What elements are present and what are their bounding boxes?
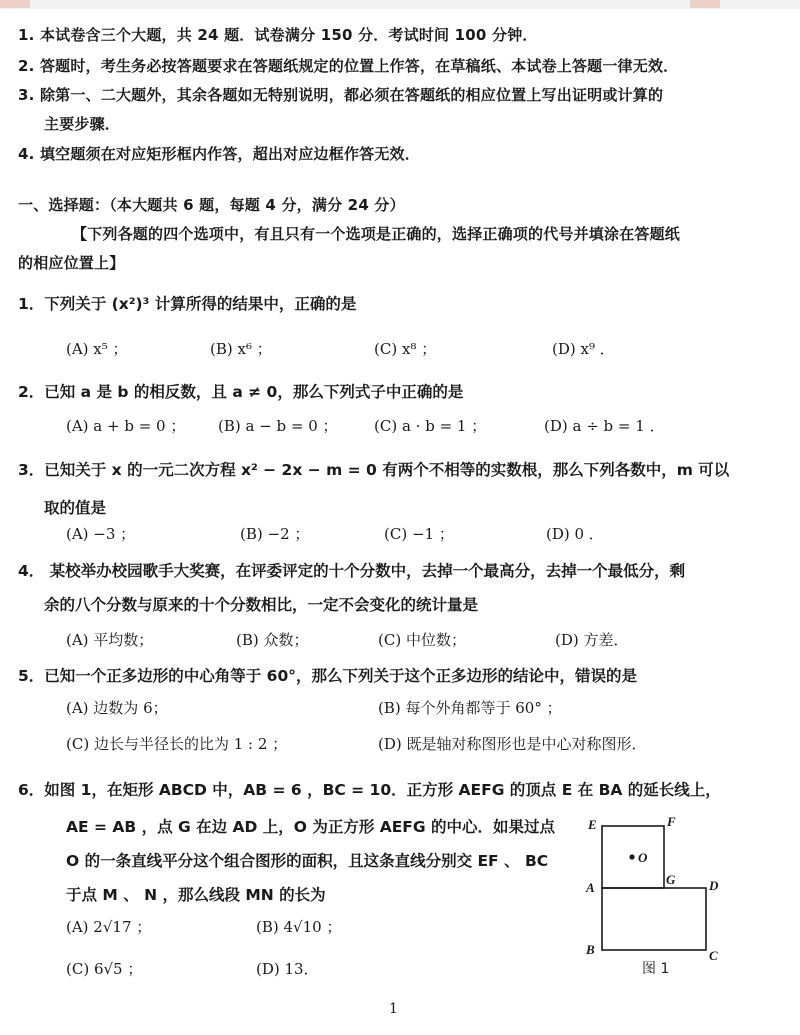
section-title: 一、选择题：（本大题共 6 题，每题 4 分，满分 24 分） (18, 196, 405, 214)
section-instruction-continued: 的相应位置上】 (18, 254, 125, 272)
label-e: E (588, 817, 597, 832)
question-5-stem: 5．已知一个正多边形的中心角等于 60°，那么下列关于这个正多边形的结论中，错误的是 (18, 667, 638, 685)
page-number: 1 (389, 1001, 398, 1017)
question-3-option-b: (B) −2 ； (240, 525, 310, 543)
label-g: G (666, 872, 676, 887)
note-2: 2. 答题时，考生务必按答题要求在答题纸规定的位置上作答，在草稿纸、本试卷上答题一律无效． (18, 57, 679, 75)
label-c: C (709, 948, 718, 963)
question-3-option-d: (D) 0 ． (546, 525, 604, 543)
note-3-continued: 主要步骤． (44, 115, 121, 133)
question-6-option-c: (C) 6√5 ； (66, 960, 143, 978)
label-d: D (709, 878, 719, 893)
question-1-option-d: (D) x⁹ ． (552, 340, 615, 358)
question-2-option-b: (B) a − b = 0 ； (218, 417, 338, 435)
label-a: A (586, 880, 595, 895)
question-2-option-c: (C) a · b = 1 ； (374, 417, 487, 435)
question-3-option-c: (C) −1 ； (384, 525, 454, 543)
note-3: 3. 除第一、二大题外，其余各题如无特别说明，都必须在答题纸的相应位置上写出证明或计算的 (18, 86, 664, 104)
question-5-option-c: (C) 边长与半径长的比为 1 : 2 ； (66, 735, 288, 753)
question-6-stem-line-3: O 的一条直线平分这个组合图形的面积，且这条直线分别交 EF 、 BC (66, 852, 549, 870)
question-4-stem-continued: 余的八个分数与原来的十个分数相比，一定不会变化的统计量是 (44, 596, 479, 614)
figure-1-geometry (580, 812, 740, 982)
question-4-option-c: (C) 中位数； (378, 631, 466, 649)
question-3-stem-continued: 取的值是 (44, 499, 107, 517)
question-4-option-b: (B) 众数； (236, 631, 309, 649)
question-2-stem: 2．已知 a 是 b 的相反数，且 a ≠ 0，那么下列式子中正确的是 (18, 383, 464, 401)
question-6-option-d: (D) 13． (256, 960, 319, 978)
label-f: F (667, 814, 676, 829)
question-3-option-a: (A) −3 ； (66, 525, 136, 543)
note-1: 1. 本试卷含三个大题，共 24 题．试卷满分 150 分．考试时间 100 分钟． (18, 26, 538, 44)
question-1-option-a: (A) x⁵ ； (66, 340, 128, 358)
question-6-stem-line-2: AE = AB ，点 G 在边 AD 上，O 为正方形 AEFG 的中心．如果过点 (66, 818, 556, 836)
question-6-stem-line-4: 于点 M 、 N ，那么线段 MN 的长为 (66, 886, 326, 904)
section-instruction: 【下列各题的四个选项中，有且只有一个选项是正确的，选择正确项的代号并填涂在答题纸 (72, 225, 681, 243)
question-6-stem: 6．如图 1，在矩形 ABCD 中，AB = 6 ，BC = 10．正方形 AEFG 的顶点 E 在 BA 的延长线上， (18, 781, 721, 799)
question-5-option-d: (D) 既是轴对称图形也是中心对称图形． (378, 735, 647, 753)
question-4-stem: 4． 某校举办校园歌手大奖赛，在评委评定的十个分数中，去掉一个最高分，去掉一个最低分，剩 (18, 562, 686, 580)
question-6-option-a: (A) 2√17 ； (66, 918, 152, 936)
question-2-option-d: (D) a ÷ b = 1 ． (544, 417, 665, 435)
center-point-o (629, 854, 634, 859)
rectangle-abcd (602, 888, 706, 950)
note-4: 4. 填空题须在对应矩形框内作答，超出对应边框作答无效． (18, 145, 420, 163)
question-4-option-a: (A) 平均数； (66, 631, 154, 649)
scan-mark (0, 0, 30, 8)
question-4-option-d: (D) 方差． (555, 631, 629, 649)
question-1-option-c: (C) x⁸ ； (374, 340, 437, 358)
question-6-option-b: (B) 4√10 ； (256, 918, 342, 936)
question-5-option-a: (A) 边数为 6； (66, 699, 168, 717)
question-1-option-b: (B) x⁶ ； (210, 340, 272, 358)
question-3-stem: 3．已知关于 x 的一元二次方程 x² − 2x − m = 0 有两个不相等的实数根，那么下列各数中，m 可以 (18, 461, 730, 479)
question-5-option-b: (B) 每个外角都等于 60° ； (378, 699, 562, 717)
label-o: O (638, 850, 648, 865)
question-2-option-a: (A) a + b = 0 ； (66, 417, 186, 435)
figure-caption: 图 1 (642, 961, 670, 977)
label-b: B (586, 942, 595, 957)
scan-top-edge (0, 0, 800, 9)
question-1-stem: 1．下列关于 (x²)³ 计算所得的结果中，正确的是 (18, 295, 357, 313)
scan-mark (690, 0, 720, 8)
